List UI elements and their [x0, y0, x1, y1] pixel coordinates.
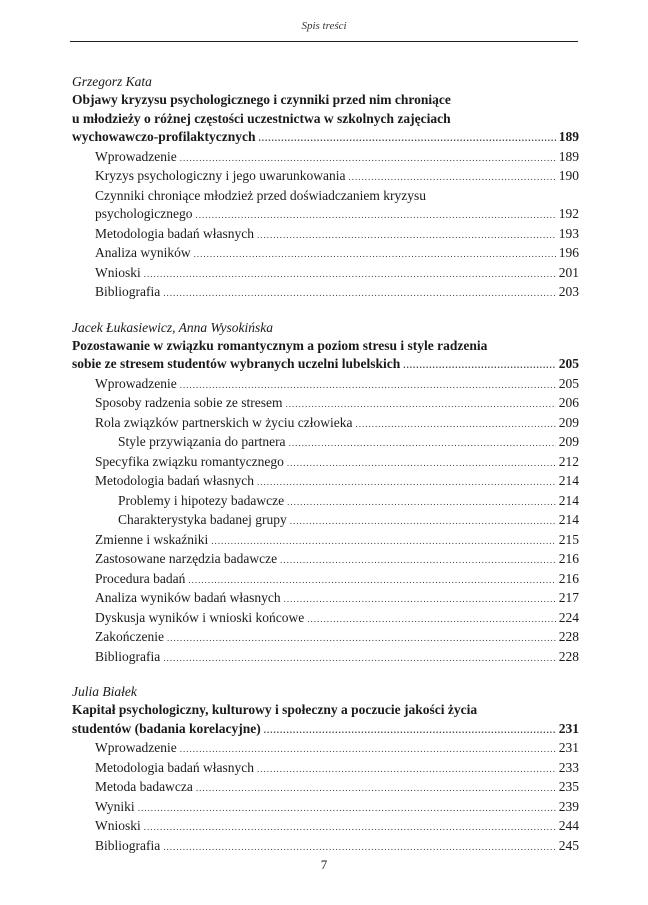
toc-entry-page: 233 [558, 759, 579, 775]
toc-entry[interactable] [72, 531, 579, 551]
toc-entry-page: 244 [558, 818, 579, 833]
toc-entry-page: 190 [558, 168, 579, 183]
toc-entry-last-line [95, 589, 579, 609]
leader-dots [188, 571, 555, 590]
chapter-title-last-line [72, 355, 579, 375]
leader-dots [211, 532, 556, 551]
toc-entry-page: 217 [558, 590, 579, 605]
leader-dots [195, 206, 555, 225]
leader-dots [287, 454, 556, 473]
toc-entry-text: Wnioski [95, 818, 141, 833]
toc-entry-last-line [95, 375, 579, 395]
leader-dots [403, 356, 555, 375]
toc-entry-last-line [95, 628, 579, 648]
toc-entry-text: Style przywiązania do partnera [118, 434, 286, 449]
chapter-title-line: Kapitał psychologiczny, kulturowy i społeczny a poczucie jakości życia [72, 702, 478, 717]
toc-entry-text: Specyfika związku romantycznego [95, 453, 284, 469]
toc-entry-page: 228 [558, 629, 579, 644]
toc-entry-text: Wprowadzenie [95, 375, 177, 391]
toc-entry-last-line [118, 492, 579, 512]
page-number: 7 [320, 857, 328, 872]
toc-entry-page: 206 [558, 395, 579, 410]
toc-entry-page: 224 [558, 609, 579, 625]
chapter-author: Julia Białek [72, 684, 137, 699]
toc-entry-page: 245 [558, 837, 579, 853]
toc-entry[interactable] [72, 187, 579, 225]
toc-entry-text: Metodologia badań własnych [95, 225, 254, 241]
toc-entry-page: 235 [558, 779, 579, 794]
toc-entry-page: 189 [558, 148, 579, 164]
leader-dots [307, 610, 556, 629]
toc-entry-last-line [95, 570, 579, 590]
toc-entry-last-line [95, 148, 579, 168]
toc-section [72, 683, 579, 856]
toc-entry[interactable] [72, 283, 579, 303]
toc-entry-text: Problemy i hipotezy badawcze [118, 492, 285, 508]
leader-dots [138, 799, 556, 818]
toc-entry[interactable] [72, 837, 579, 857]
toc-entry-line: Czynniki chroniące młodzież przed doświadczaniem kryzysu [95, 187, 427, 203]
chapter-title[interactable] [72, 701, 579, 739]
toc-entry-text: Metodologia badań własnych [95, 759, 254, 775]
leader-dots [290, 512, 556, 531]
toc-entry-last-line [95, 414, 579, 434]
toc-entry-text: Bibliografia [95, 648, 161, 664]
toc-entry-text: Metodologia badań własnych [95, 473, 254, 488]
toc-entry-last-line [95, 205, 579, 225]
toc-entry[interactable] [72, 759, 579, 779]
toc-entry-page: 239 [558, 798, 579, 814]
leader-dots [163, 649, 556, 668]
toc-entry-text: Wyniki [95, 798, 135, 814]
toc-entry-text: Metoda badawcza [95, 779, 193, 794]
toc-entry-last-line [95, 531, 579, 551]
toc-entry-page: 214 [558, 492, 579, 508]
toc-entry-last-line [95, 264, 579, 284]
toc-entry[interactable] [72, 817, 579, 837]
toc-entry-text: Kryzys psychologiczny i jego uwarunkowania [95, 168, 346, 183]
chapter-title[interactable] [72, 337, 579, 375]
leader-dots [257, 473, 556, 492]
leader-dots [287, 493, 556, 512]
leader-dots [257, 226, 556, 245]
toc-entry-text: Sposoby radzenia sobie ze stresem [95, 395, 283, 410]
toc-entry[interactable] [72, 414, 579, 434]
table-of-contents [72, 73, 579, 872]
toc-entry[interactable] [72, 550, 579, 570]
leader-dots [289, 434, 556, 453]
toc-entry[interactable] [72, 225, 579, 245]
toc-entry-text: Zmienne i wskaźniki [95, 531, 209, 547]
chapter-title-last-line [72, 720, 579, 740]
toc-entry-text: Dyskusja wyników i wnioski końcowe [95, 609, 305, 625]
running-head: Spis treści [301, 20, 347, 32]
toc-entry-text: Procedura badań [95, 570, 186, 586]
toc-entry[interactable] [72, 264, 579, 284]
toc-entry-text: Charakterystyka badanej grupy [118, 512, 287, 527]
toc-entry-page: 215 [558, 531, 579, 547]
toc-entry-page: 216 [558, 570, 579, 586]
leader-dots [180, 149, 556, 168]
toc-entry-last-line [95, 817, 579, 837]
chapter-title-page: 205 [558, 356, 579, 371]
chapter-title-page: 189 [558, 129, 579, 144]
toc-entry[interactable] [72, 589, 579, 609]
leader-dots [180, 740, 556, 759]
toc-entry-text: psychologicznego [95, 206, 193, 221]
leader-dots [280, 551, 556, 570]
chapter-author: Jacek Łukasiewicz, Anna Wysokińska [72, 319, 273, 335]
toc-entry-text: Zastosowane narzędzia badawcze [95, 551, 278, 566]
toc-entry[interactable] [72, 492, 579, 512]
toc-entry-text: Bibliografia [95, 837, 161, 853]
toc-entry-page: 228 [558, 648, 579, 664]
chapter-author: Grzegorz Kata [72, 74, 152, 89]
toc-entry-last-line [95, 648, 579, 668]
leader-dots [257, 760, 556, 779]
toc-entry-last-line [95, 759, 579, 779]
chapter-title[interactable] [72, 91, 579, 148]
toc-entry-last-line [95, 798, 579, 818]
leader-dots [167, 629, 556, 648]
toc-entry[interactable] [72, 511, 579, 531]
toc-entry-last-line [95, 453, 579, 473]
chapter-title-text: sobie ze stresem studentów wybranych uczelni lubelskich [72, 356, 401, 371]
toc-section [72, 319, 579, 668]
toc-entry-last-line [95, 472, 579, 492]
toc-entry-last-line [95, 609, 579, 629]
leader-dots [163, 284, 556, 303]
header-rule [70, 41, 578, 42]
toc-entry-page: 205 [558, 375, 579, 391]
toc-entry[interactable] [72, 394, 579, 414]
leader-dots [194, 245, 556, 264]
toc-entry-last-line [95, 550, 579, 570]
leader-dots [144, 265, 556, 284]
toc-entry[interactable] [72, 472, 579, 492]
toc-entry-page: 212 [558, 453, 579, 469]
toc-entry-text: Wnioski [95, 264, 141, 280]
leader-dots [284, 590, 556, 609]
toc-entry-page: 192 [558, 206, 579, 221]
toc-entry-last-line [95, 244, 579, 264]
toc-entry-text: Zakończenie [95, 629, 164, 644]
chapter-title-last-line [72, 128, 579, 148]
toc-entry[interactable] [72, 433, 579, 453]
chapter-title-text: studentów (badania korelacyjne) [72, 720, 261, 736]
toc-entry[interactable] [72, 453, 579, 473]
toc-entry[interactable] [72, 778, 579, 798]
toc-entry[interactable] [72, 148, 579, 168]
chapter-title-page: 231 [558, 720, 579, 736]
leader-dots [144, 818, 556, 837]
toc-entry[interactable] [72, 628, 579, 648]
toc-entry[interactable] [72, 167, 579, 187]
toc-entry-last-line [95, 225, 579, 245]
toc-entry-text: Rola związków partnerskich w życiu człowieka [95, 414, 353, 430]
toc-entry-text: Analiza wyników badań własnych [95, 590, 281, 605]
toc-entry-page: 214 [558, 473, 579, 488]
toc-entry-last-line [95, 394, 579, 414]
toc-entry[interactable] [72, 244, 579, 264]
chapter-title-line: u młodzieży o różnej częstości uczestnictwa w szkolnych zajęciach [72, 110, 451, 126]
leader-dots [356, 415, 556, 434]
toc-entry-page: 203 [558, 284, 579, 299]
toc-entry[interactable] [72, 570, 579, 590]
toc-entry-page: 193 [558, 225, 579, 241]
toc-entry-last-line [118, 511, 579, 531]
toc-entry-page: 209 [558, 414, 579, 430]
leader-dots [264, 721, 556, 740]
toc-entry-page: 196 [558, 245, 579, 260]
toc-entry-last-line [95, 837, 579, 857]
toc-entry-text: Wprowadzenie [95, 740, 177, 755]
toc-entry-text: Wprowadzenie [95, 148, 177, 164]
leader-dots [348, 168, 555, 187]
toc-entry-text: Analiza wyników [95, 245, 191, 260]
toc-entry-last-line [118, 433, 579, 453]
chapter-title-text: wychowawczo-profilaktycznych [72, 129, 256, 144]
toc-entry-last-line [95, 283, 579, 303]
toc-entry[interactable] [72, 648, 579, 668]
leader-dots [180, 376, 556, 395]
leader-dots [196, 779, 556, 798]
toc-entry-last-line [95, 778, 579, 798]
chapter-title-line: Objawy kryzysu psychologicznego i czynniki przed nim chroniące [72, 92, 451, 107]
toc-entry-page: 214 [558, 512, 579, 527]
toc-entry[interactable] [72, 798, 579, 818]
toc-entry-last-line [95, 167, 579, 187]
toc-entry-page: 231 [558, 740, 579, 755]
toc-entry[interactable] [72, 739, 579, 759]
toc-entry[interactable] [72, 609, 579, 629]
leader-dots [163, 838, 556, 857]
toc-entry-page: 209 [558, 434, 579, 449]
chapter-title-line: Pozostawanie w związku romantycznym a poziom stresu i style radzenia [72, 337, 488, 353]
toc-entry-text: Bibliografia [95, 284, 161, 299]
toc-entry-last-line [95, 739, 579, 759]
toc-section [72, 73, 579, 303]
leader-dots [258, 129, 555, 148]
toc-entry-page: 216 [558, 551, 579, 566]
toc-entry[interactable] [72, 375, 579, 395]
leader-dots [285, 395, 555, 414]
toc-entry-page: 201 [558, 264, 579, 280]
